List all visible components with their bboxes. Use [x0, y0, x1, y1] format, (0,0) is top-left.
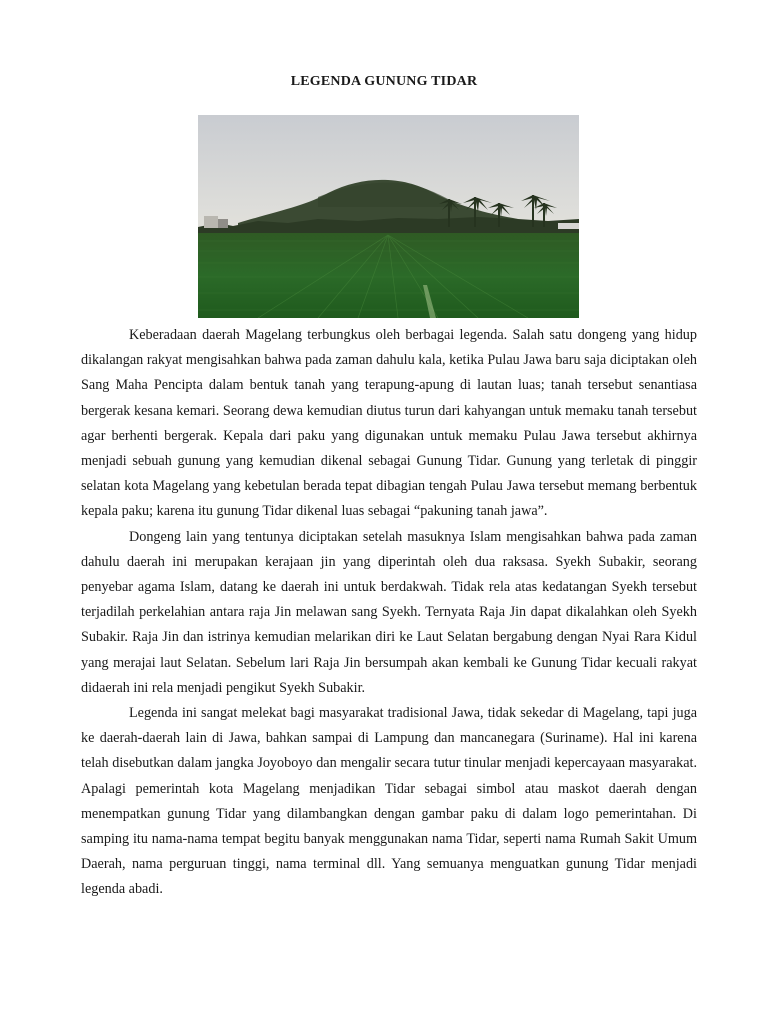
landscape-photo-illustration	[198, 115, 579, 318]
document-title: LEGENDA GUNUNG TIDAR	[290, 74, 478, 89]
paragraph-1: Keberadaan daerah Magelang terbungkus oleh berbagai legenda. Salah satu dongeng yang hidup dikalangan rakyat mengisahkan bahwa pada zaman dahulu kala, ketika Pulau Jawa baru saja diciptakan oleh Sang Maha Pencipta dalam bentuk tanah yang terapung-apung di lautan luas; tanah tersebut senantiasa bergerak kesana kemari. Seorang dewa kemudian diutus turun dari kahyangan untuk memaku tanah tersebut agar berhenti bergerak. Kepala dari paku yang digunakan untuk memaku Pulau Jawa tersebut akhirnya menjadi sebuah gunung yang kemudian dikenal sebagai Gunung Tidar. Gunung yang terletak di pinggir selatan kota Magelang yang kebetulan berada tepat dibagian tengah Pulau Jawa tersebut memang berbentuk kepala paku; karena itu gunung Tidar dikenal luas sebagai “pakuning tanah jawa”.	[81, 327, 697, 520]
document-body	[81, 323, 697, 903]
paragraph-2: Dongeng lain yang tentunya diciptakan setelah masuknya Islam mengisahkan bahwa pada zaman dahulu daerah ini merupakan kerajaan jin yang diperintah oleh dua raksasa. Syekh Subakir, seorang penyebar agama Islam, datang ke daerah ini untuk berdakwah. Tidak rela atas kedatangan Syekh tersebut terjadilah perkelahian antara raja Jin melawan sang Syekh. Ternyata Raja Jin dapat dikalahkan oleh Syekh Subakir. Raja Jin dan istrinya kemudian melarikan diri ke Laut Selatan bergabung dengan Nyai Rara Kidul yang merajai laut Selatan. Sebelum lari Raja Jin bersumpah akan kembali ke Gunung Tidar kecuali rakyat didaerah ini rela menjadi pengikut Syekh Subakir.	[81, 528, 697, 696]
landscape-photo	[198, 115, 579, 318]
paragraph-3: Legenda ini sangat melekat bagi masyarakat tradisional Jawa, tidak sekedar di Magelang, tapi juga ke daerah-daerah lain di Jawa, bahkan sampai di Lampung dan mancanegara (Suriname). Hal ini karena telah disebutkan dalam jangka Joyoboyo dan mengalir secara tutur tinular menjadi kepercayaan masyarakat. Apalagi pemerintah kota Magelang menjadikan Tidar sebagai simbol atau maskot daerah dengan menempatkan gunung Tidar yang dilambangkan dengan gambar paku di dalam logo pemerintahan. Di samping itu nama-nama tempat begitu banyak menggunakan nama Tidar, seperti nama Rumah Sakit Umum Daerah, nama perguruan tinggi, nama terminal dll. Yang semuanya menguatkan gunung Tidar menjadi legenda abadi.	[81, 705, 697, 898]
